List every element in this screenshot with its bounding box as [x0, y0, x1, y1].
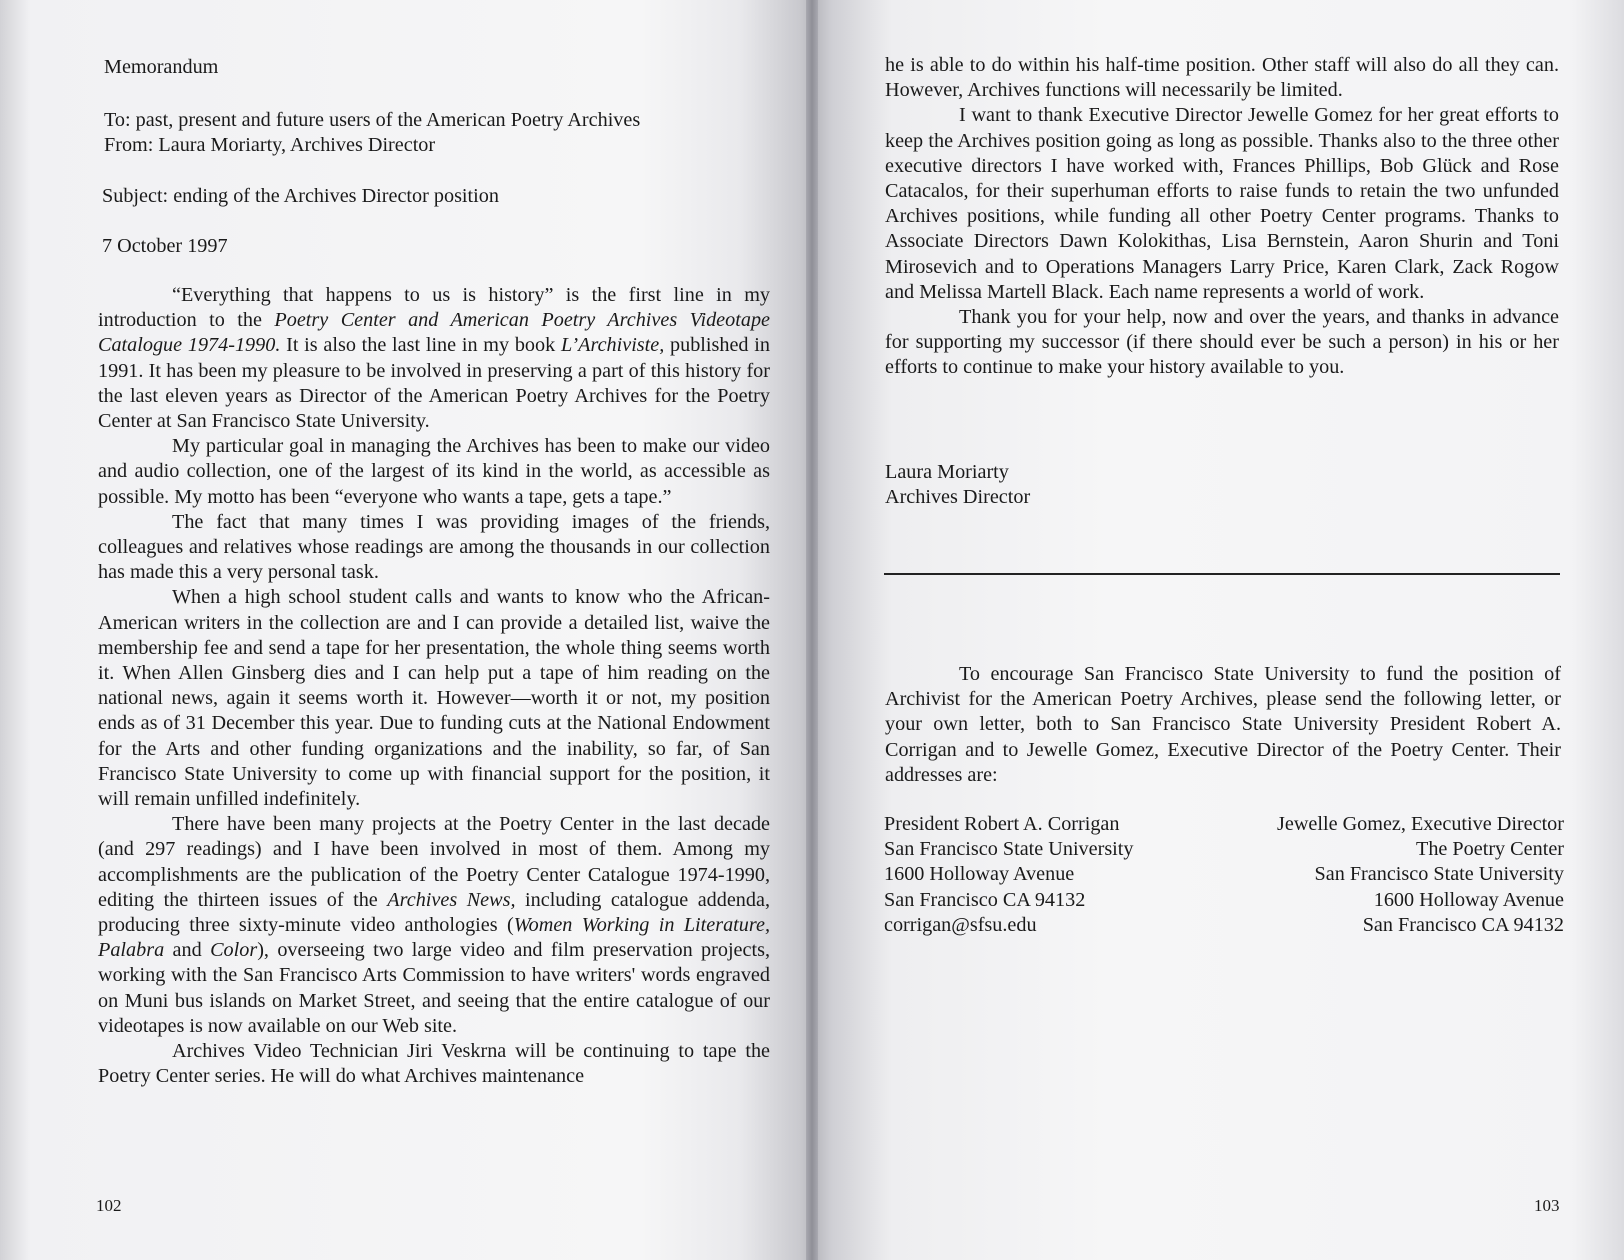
- from-line: From: Laura Moriarty, Archives Director: [104, 134, 436, 157]
- subject-line: Subject: ending of the Archives Director position: [102, 185, 499, 207]
- appeal-text: To encourage San Francisco State University to fund the position of Archivist for the American Poetry Archives, please send the following letter, or your own letter, both to San Francisco State University President Robert A. Corrigan and to Jewelle Gomez, Executive Director of the Poetry Center. Their addresses are:: [885, 663, 1561, 786]
- memo-header: Memorandum: [104, 56, 219, 78]
- paragraph-2: My particular goal in managing the Archives has been to make our video and audio collection, one of the largest of its kind in the world, as accessible as possible. My motto has been “everyone who wants a tape, gets a tape.”: [98, 435, 770, 508]
- signature-title: Archives Director: [885, 486, 1031, 509]
- page-number-right: 103: [1534, 1196, 1560, 1215]
- address-line: President Robert A. Corrigan: [884, 813, 1120, 835]
- italic-title: L’Archiviste,: [560, 334, 665, 357]
- address-line: San Francisco State University: [884, 838, 1134, 861]
- paragraph-5: There have been many projects at the Poetry Center in the last decade (and 297 readings) and I have been involved in most of them. Among my accomplishments are the publication of the Poetry Center Catalogue 1974-1990, editing the thirteen issues of the Archives News, including catalogue addenda, producing three sixty-minute video anthologies (Women Working in Literature, Palabra and Color), overseeing two large video and film preservation projects, working with the San Francisco Arts Commission to have writers' words engraved on Muni bus islands on Market Street, and seeing that the entire catalogue of our videotapes is now available on our Web site.: [98, 813, 770, 1037]
- signature-block: [885, 460, 1030, 510]
- book-gutter: [806, 0, 818, 1260]
- date-line: 7 October 1997: [102, 235, 228, 257]
- address-line: The Poetry Center: [1416, 838, 1564, 861]
- to-line: To: past, present and future users of the American Poetry Archives: [104, 109, 641, 131]
- italic-title: Archives News,: [387, 888, 516, 911]
- italic-title: Women Working in Literature, Palabra: [98, 914, 770, 962]
- email-line: corrigan@sfsu.edu: [884, 913, 1037, 936]
- paragraph-6: Archives Video Technician Jiri Veskrna will be continuing to tape the Poetry Center series. He will do what Archives maintenance: [98, 1040, 770, 1088]
- signature-name: Laura Moriarty: [885, 461, 1009, 483]
- address-corrigan: [884, 812, 1134, 938]
- thanks-paragraph: I want to thank Executive Director Jewelle Gomez for her great efforts to keep the Archives position going as long as possible. Thanks also to the three other executive directors I have worked with, Frances Phillips, Bob Glück and Rose Catacalos, for their superhuman efforts to raise funds to retain the two unfunded Archives positions, while funding all other Poetry Center programs. Thanks to Associate Directors Dawn Kolokithas, Lisa Bernstein, Aaron Shurin and Toni Mirosevich and to Operations Managers Larry Price, Karen Clark, Zack Rogow and Melissa Martell Black. Each name represents a world of work.: [885, 104, 1559, 303]
- address-line: San Francisco CA 94132: [1362, 913, 1564, 936]
- page-number-left: 102: [96, 1196, 122, 1215]
- memo-body: [98, 283, 770, 1090]
- italic-title: Color: [210, 939, 258, 962]
- address-line: 1600 Holloway Avenue: [884, 863, 1075, 886]
- continuation-paragraph: he is able to do within his half-time position. Other staff will also do all they can. However, Archives functions will necessarily be limited.: [885, 54, 1559, 102]
- address-line: Jewelle Gomez, Executive Director: [1277, 813, 1564, 835]
- address-line: San Francisco State University: [1314, 863, 1564, 886]
- paragraph-3: The fact that many times I was providing images of the friends, colleagues and relatives whose readings are among the thousands in our collection has made this a very personal task.: [98, 510, 770, 584]
- thank-you-paragraph: Thank you for your help, now and over the years, and thanks in advance for supporting my successor (if there should ever be such a person) in his or her efforts to continue to make your history available to you.: [885, 306, 1559, 379]
- memo-addressing: [104, 108, 754, 158]
- address-line: San Francisco CA 94132: [884, 888, 1086, 911]
- address-gomez: [1190, 812, 1564, 938]
- appeal-paragraph: [885, 662, 1561, 788]
- italic-title: Poetry Center and American Poetry Archives Videotape Catalogue 1974-1990.: [98, 309, 770, 357]
- paragraph-4: When a high school student calls and wants to know who the African-American writers in the collection are and I can provide a detailed list, waive the membership fee and send a tape for her presentation, the whole thing seems worth it. When Allen Ginsberg dies and I can help put a tape of him reading on the national news, again it seems worth it. However—worth it or not, my position ends as of 31 December this year. Due to funding cuts at the National Endowment for the Arts and other funding organizations and the inability, so far, of San Francisco State University to come up with financial support for the position, it will remain unfilled indefinitely.: [98, 586, 770, 811]
- paragraph-1: “Everything that happens to us is history” is the first line in my introduction to the Poetry Center and American Poetry Archives Videotape Catalogue 1974-1990. It is also the last line in my book L’Archiviste, published in 1991. It has been my pleasure to be involved in preserving a part of this history for the last eleven years as Director of the American Poetry Archives for the Poetry Center at San Francisco State University.: [98, 284, 770, 433]
- memo-body-continued: [885, 53, 1559, 381]
- address-line: 1600 Holloway Avenue: [1373, 888, 1564, 911]
- horizontal-rule: [884, 573, 1560, 575]
